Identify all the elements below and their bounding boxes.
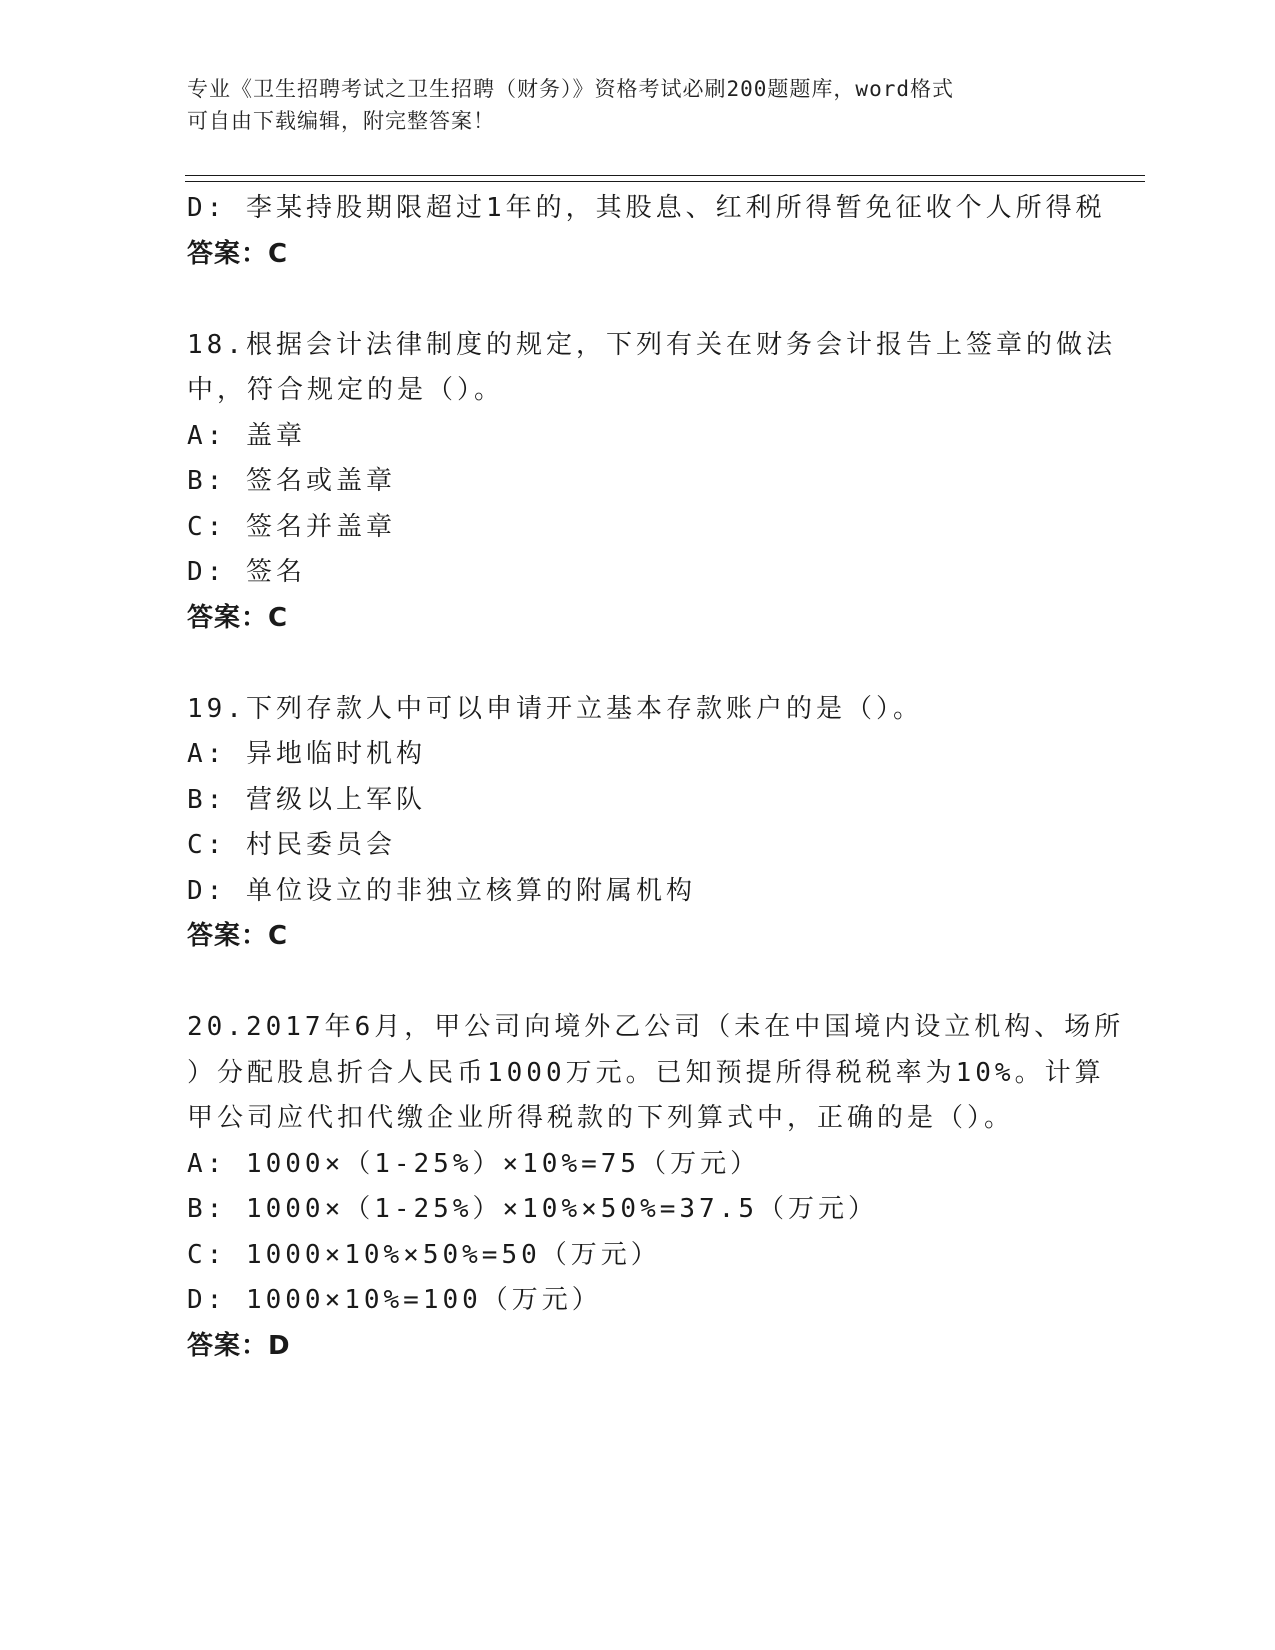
header-title-line-1: 专业《卫生招聘考试之卫生招聘（财务）》资格考试必刷200题题库，word格式 [187,77,954,101]
option-a: A: 盖章 [187,420,306,451]
option-b: B: 营级以上军队 [187,784,426,815]
spacer [187,277,1087,323]
question-stem: ）分配股息折合人民币1000万元。已知预提所得税税率为10%。计算 [187,1057,1105,1088]
answer-line: 答案：C [187,921,289,951]
question-stem: 甲公司应代扣代缴企业所得税款的下列算式中，正确的是（）。 [187,1103,1015,1133]
option-d: D: 1000×10%=100（万元） [187,1285,602,1315]
question-stem: 中，符合规定的是（）。 [187,375,505,405]
spacer [187,960,1087,1006]
answer-line: 答案：D [187,1330,291,1361]
header-title-line-2: 可自由下载编辑，附完整答案！ [187,109,495,133]
question-stem: 20.2017年6月，甲公司向境外乙公司（未在中国境内设立机构、场所 [187,1012,1125,1042]
answer-line: 答案：C [187,602,289,633]
question-18 [187,323,1116,642]
document-header [187,73,1087,137]
question-stem: 19.下列存款人中可以申请开立基本存款账户的是（）。 [187,693,923,724]
option-c: C: 1000×10%×50%=50（万元） [187,1239,661,1270]
spacer [187,641,1087,687]
option-c: C: 签名并盖章 [187,511,396,542]
question-19 [187,687,1087,960]
option-b: B: 签名或盖章 [187,466,396,496]
question-20 [187,1005,1125,1369]
option-c: C: 村民委员会 [187,830,396,860]
question-17-tail [187,186,1106,277]
question-content [187,186,1125,1369]
header-divider-bottom [185,181,1145,182]
question-stem: 18.根据会计法律制度的规定，下列有关在财务会计报告上签章的做法 [187,329,1116,360]
answer-line: 答案：C [187,238,289,269]
option-d: D: 单位设立的非独立核算的附属机构 [187,875,696,906]
header-divider-top [185,175,1145,176]
option-a: A: 1000×（1-25%）×10%=75（万元） [187,1148,761,1179]
option-b: B: 1000×（1-25%）×10%×50%=37.5（万元） [187,1194,878,1224]
option-d: D: 李某持股期限超过1年的，其股息、红利所得暂免征收个人所得税 [187,193,1106,223]
option-d: D: 签名 [187,557,306,587]
option-a: A: 异地临时机构 [187,739,426,769]
